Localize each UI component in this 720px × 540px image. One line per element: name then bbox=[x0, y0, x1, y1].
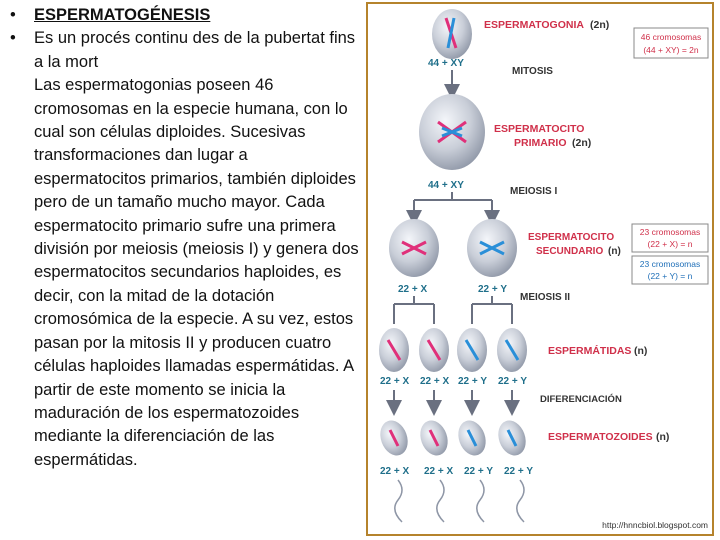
row5-label-4: 22 + Y bbox=[504, 466, 534, 477]
diagram-svg bbox=[368, 4, 712, 534]
box3-line2: (22 + Y) = n bbox=[647, 271, 693, 281]
row5-label-2: 22 + X bbox=[424, 466, 454, 477]
secundario-ploidy: (n) bbox=[608, 246, 621, 257]
primario-label-l1: ESPERMATOCITO bbox=[494, 123, 585, 135]
row4-label-1: 22 + X bbox=[380, 376, 410, 387]
espermatozoides-ploidy: (n) bbox=[656, 431, 670, 443]
body-paragraph: Las espermatogonias poseen 46 cromosomas en la especie humana, con lo cual son células diploides. Sucesivas transformaciones dan lugar a espermatocitos primarios, también diploides pero de un tamaño mucho mayor. Cada espermatocito primario sufre una primera división por meiosis (meiosis I) y genera dos espermatocitos secundarios haploides, es decir, con la mitad de la dotación cromosómica de la especie. A su vez, estos pasan por la mitosis II y producen cuatro células haploides llamadas espermátidas. A partir de este momento se inicia la maduración de los espermatozoides mediante la diferenciación de las espermátidas. bbox=[34, 76, 359, 469]
slide-title: ESPERMATOGÉNESIS bbox=[34, 6, 211, 24]
espermatozoides-label: ESPERMATOZOIDES bbox=[548, 431, 653, 443]
row5-label-1: 22 + X bbox=[380, 466, 410, 477]
box1-line1: 46 cromosomas bbox=[640, 32, 702, 42]
meiosis1-label: MEIOSIS I bbox=[510, 186, 558, 197]
secundario-label-l2: SECUNDARIO bbox=[536, 246, 604, 257]
label-22x: 22 + X bbox=[398, 284, 428, 295]
box1-line2: (44 + XY) = 2n bbox=[643, 45, 699, 55]
bullet-title bbox=[8, 4, 364, 27]
espermatogonia-ploidy: (2n) bbox=[590, 19, 610, 31]
box2-line2: (22 + X) = n bbox=[647, 239, 693, 249]
primario-label-l2: PRIMARIO bbox=[514, 137, 567, 149]
label-22y: 22 + Y bbox=[478, 284, 508, 295]
sperm-tail-2 bbox=[437, 480, 444, 522]
primario-ploidy: (2n) bbox=[572, 137, 592, 149]
secundario-label-l1: ESPERMATOCITO bbox=[528, 232, 615, 243]
spermatogenesis-diagram bbox=[366, 2, 714, 536]
bullet-dot: • bbox=[10, 6, 16, 24]
espermatidas-label: ESPERMÁTIDAS bbox=[548, 345, 632, 357]
espermatidas-ploidy: (n) bbox=[634, 345, 648, 357]
box3-line1: 23 cromosomas bbox=[639, 259, 701, 269]
bullet-dot: • bbox=[10, 29, 16, 48]
label-44xy-1: 44 + XY bbox=[428, 58, 464, 69]
row4-label-3: 22 + Y bbox=[458, 376, 488, 387]
row4-label-4: 22 + Y bbox=[498, 376, 528, 387]
meiosis2-label: MEIOSIS II bbox=[520, 292, 571, 303]
sperm-tail-4 bbox=[517, 480, 524, 522]
row4-label-2: 22 + X bbox=[420, 376, 450, 387]
bullet-description bbox=[8, 27, 364, 74]
label-44xy-2: 44 + XY bbox=[428, 180, 464, 191]
box2-line1: 23 cromosomas bbox=[639, 227, 701, 237]
bullet-description-text: Es un procés continu des de la pubertat fins a la mort bbox=[34, 29, 356, 71]
row5-label-3: 22 + Y bbox=[464, 466, 494, 477]
sperm-tail-3 bbox=[477, 480, 484, 522]
espermatogonia-label: ESPERMATOGONIA bbox=[484, 19, 584, 31]
mitosis-label: MITOSIS bbox=[512, 66, 553, 77]
credit-text: http://hnncbiol.blogspot.com bbox=[602, 520, 708, 530]
sperm-tail-1 bbox=[395, 480, 402, 522]
diferenciacion-label: DIFERENCIACIÓN bbox=[540, 394, 622, 405]
text-column bbox=[8, 4, 364, 472]
